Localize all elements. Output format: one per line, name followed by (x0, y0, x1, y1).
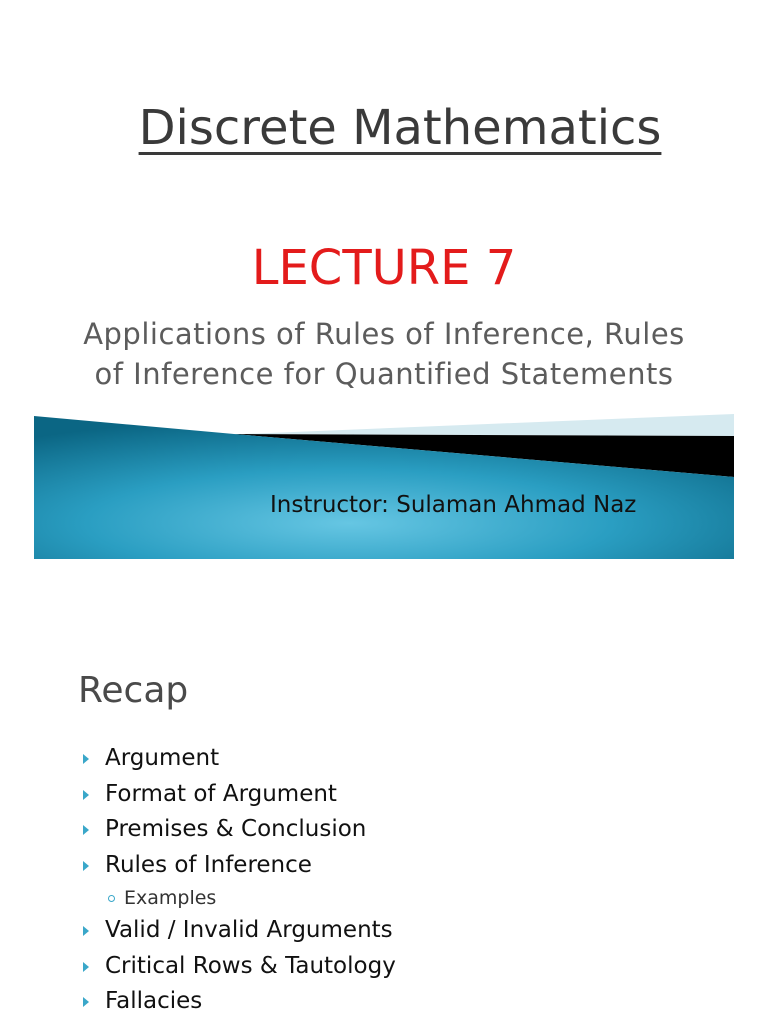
list-item: Format of Argument (80, 778, 396, 814)
list-item: Valid / Invalid Arguments (80, 914, 396, 950)
triangle-bullet-icon (83, 997, 89, 1007)
list-item: Critical Rows & Tautology (80, 950, 396, 986)
triangle-bullet-icon (83, 962, 89, 972)
banner-light-strip (244, 414, 734, 436)
sub-list-item: Examples (80, 884, 396, 914)
list-item: Premises & Conclusion (80, 813, 396, 849)
recap-list (80, 742, 396, 1021)
triangle-bullet-icon (83, 754, 89, 764)
subtitle-line-1: Applications of Rules of Inference, Rules (83, 317, 685, 351)
lecture-subtitle (0, 314, 768, 394)
triangle-bullet-icon (83, 790, 89, 800)
recap-heading: Recap (78, 670, 189, 711)
lecture-number: LECTURE 7 (251, 240, 517, 296)
list-item: Rules of Inference (80, 849, 396, 885)
list-item: Fallacies (80, 985, 396, 1021)
subtitle-line-2: of Inference for Quantified Statements (94, 357, 674, 391)
list-item: Argument (80, 742, 396, 778)
triangle-bullet-icon (83, 926, 89, 936)
triangle-bullet-icon (83, 861, 89, 871)
circle-bullet-icon (108, 895, 115, 902)
triangle-bullet-icon (83, 825, 89, 835)
decorative-banner (34, 414, 734, 559)
instructor-name: Instructor: Sulaman Ahmad Naz (270, 492, 637, 518)
slide-title: Discrete Mathematics (138, 100, 662, 156)
